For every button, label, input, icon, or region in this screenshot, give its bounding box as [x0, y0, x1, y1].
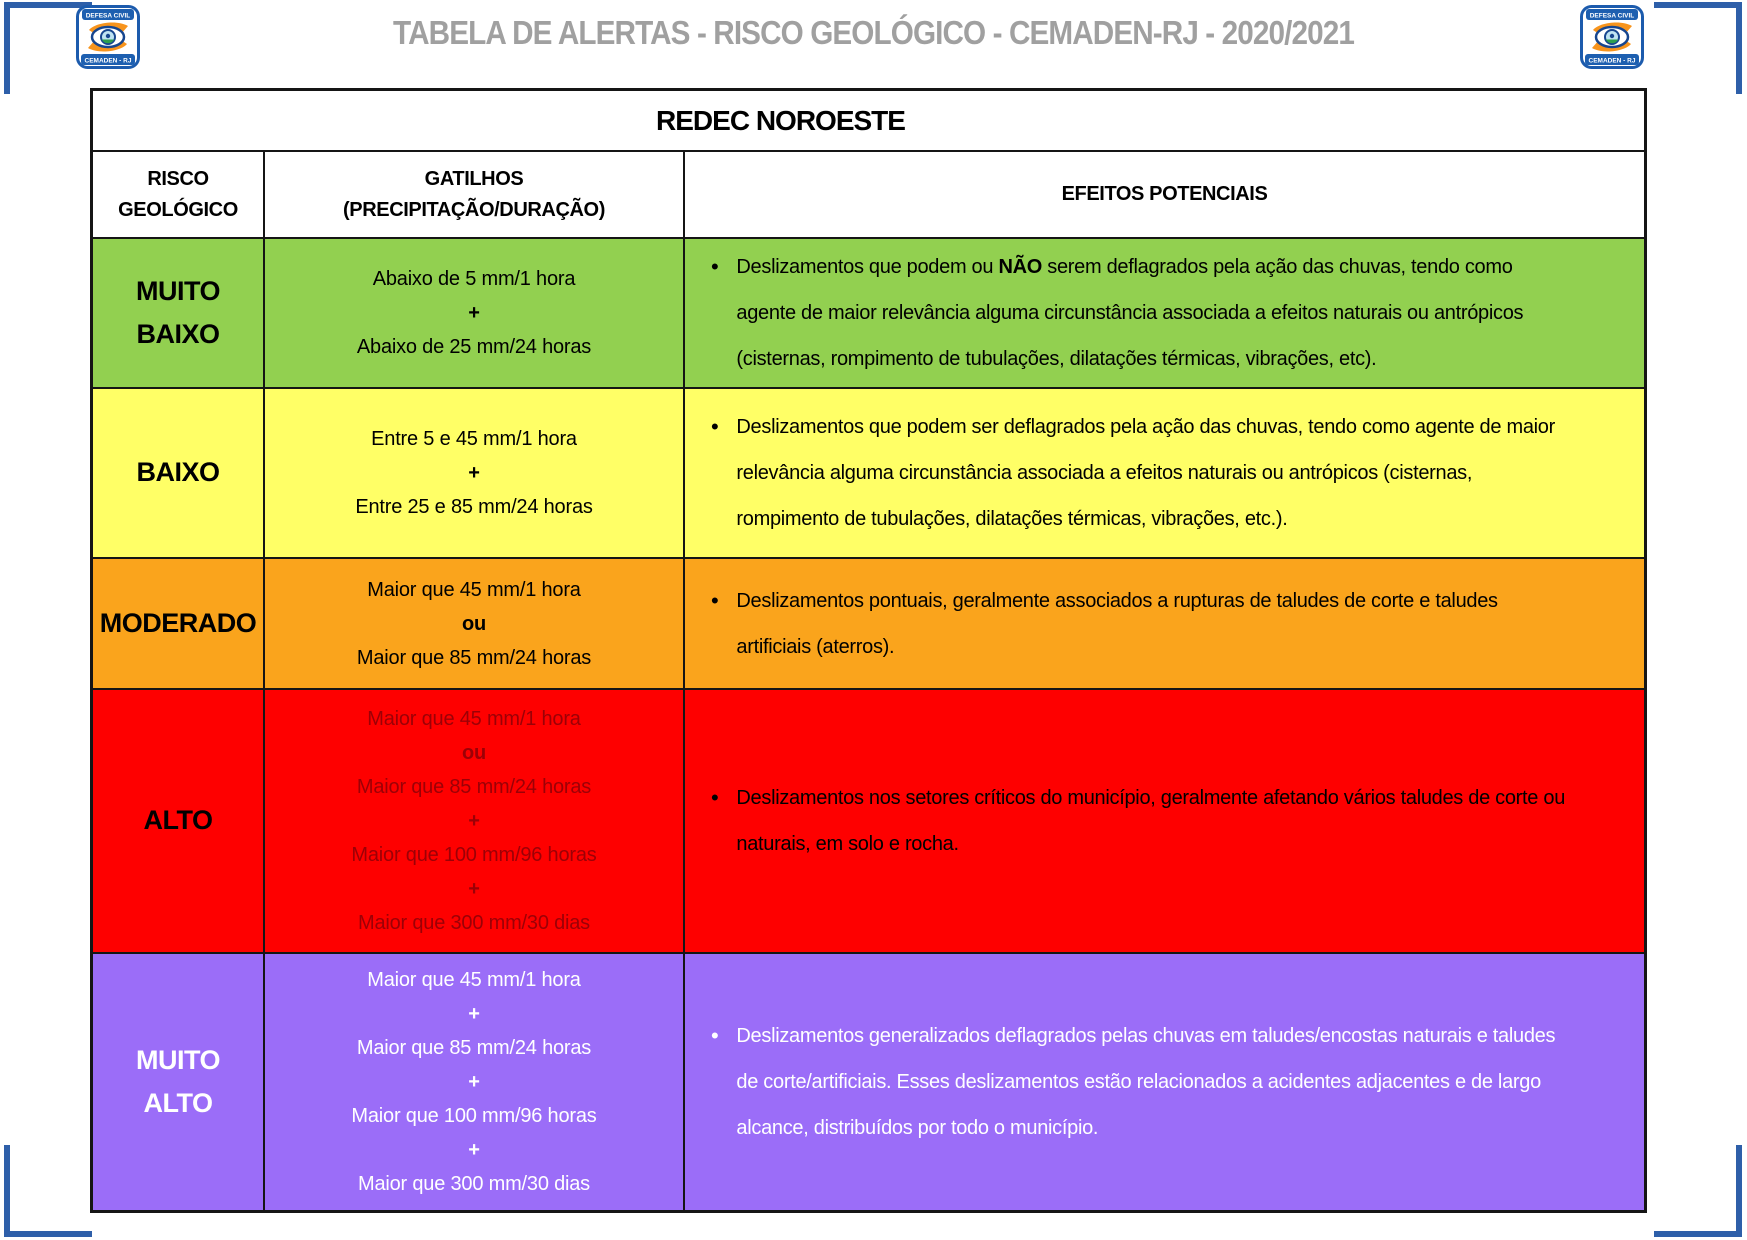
trigger-line: Maior que 85 mm/24 horas: [356, 646, 592, 669]
effects-cell: [683, 954, 1644, 1210]
trigger-line: Maior que 45 mm/1 hora: [367, 578, 581, 601]
logo-eye-icon: [1580, 5, 1644, 69]
bullet-icon: •: [711, 414, 719, 439]
trigger-line: Maior que 100 mm/96 horas: [351, 1105, 597, 1127]
risk-level-label: [93, 389, 263, 557]
trigger-line: Maior que 45 mm/1 hora: [367, 969, 581, 991]
trigger-cell: [263, 389, 683, 557]
logo-bottom-label: CEMADEN - RJ: [1588, 57, 1636, 65]
trigger-line: +: [468, 462, 480, 484]
trigger-line: Maior que 300 mm/30 dias: [358, 1173, 590, 1195]
trigger-cell: [263, 239, 683, 387]
column-header-2: [683, 152, 1644, 237]
bullet-icon: •: [711, 1023, 719, 1048]
trigger-cell: [263, 954, 683, 1210]
trigger-line: +: [468, 1071, 480, 1093]
risk-level-label: [93, 690, 263, 952]
column-header-0: [93, 152, 263, 237]
trigger-line: Entre 25 e 85 mm/24 horas: [355, 496, 593, 518]
effects-text: Deslizamentos pontuais, geralmente associados a rupturas de taludes de corte e taludes artificiais (aterros).: [736, 589, 1498, 658]
trigger-line: +: [468, 1003, 480, 1025]
risk-row-alto: [93, 688, 1644, 952]
column-header-line: GATILHOS: [424, 167, 524, 190]
trigger-line: Entre 5 e 45 mm/1 hora: [371, 428, 577, 450]
trigger-line: Maior que 85 mm/24 horas: [356, 776, 592, 798]
alert-table: [90, 88, 1647, 1213]
trigger-line: ou: [461, 612, 487, 635]
column-header-line: GEOLÓGICO: [118, 198, 238, 221]
risk-level-label: [93, 239, 263, 387]
risk-label-line: MODERADO: [99, 607, 257, 638]
effects-text: Deslizamentos que podem ou NÃO serem deflagrados pela ação das chuvas, tendo como agente de maior relevância alguma circunstância associada a efeitos naturais ou antrópicos (cisternas, rompimento de tubulações, dilatações térmicas, vibrações, etc).: [736, 256, 1524, 370]
bullet-icon: •: [711, 587, 719, 613]
effects-text: Deslizamentos generalizados deflagrados pelas chuvas em taludes/encostas naturais e taludes de corte/artificiais. Esses deslizamentos estão relacionados a acidentes adjacentes e de largo alcance, distribuídos por todo o município.: [736, 1025, 1556, 1139]
risk-label-line: BAIXO: [136, 457, 220, 488]
bullet-icon: •: [711, 254, 719, 279]
logo-top-label: DEFESA CIVIL: [1589, 12, 1635, 20]
trigger-line: +: [468, 878, 480, 900]
trigger-line: Abaixo de 25 mm/24 horas: [356, 336, 592, 358]
column-header-line: (PRECIPITAÇÃO/DURAÇÃO): [343, 198, 605, 221]
risk-row-moderado: [93, 557, 1644, 688]
bullet-icon: •: [711, 785, 719, 810]
column-header-1: [263, 152, 683, 237]
risk-row-baixo: [93, 387, 1644, 557]
defesa-civil-logo-right: [1580, 5, 1644, 69]
logo-top-label: DEFESA CIVIL: [85, 12, 131, 20]
column-header-line: EFEITOS POTENCIAIS: [1061, 183, 1268, 205]
trigger-cell: [263, 559, 683, 688]
risk-label-line: ALTO: [143, 1088, 213, 1118]
corner-bracket-top-right: [1654, 2, 1742, 94]
risk-label-line: MUITO: [136, 1044, 220, 1075]
corner-bracket-bottom-left: [4, 1145, 92, 1237]
effects-cell: [683, 559, 1644, 688]
table-header-row: [93, 150, 1644, 237]
risk-label-line: MUITO: [136, 275, 220, 306]
table-body: [93, 237, 1644, 1210]
trigger-cell: [263, 690, 683, 952]
risk-label-line: BAIXO: [136, 319, 220, 349]
trigger-line: Maior que 85 mm/24 horas: [356, 1037, 592, 1059]
page-title: TABELA DE ALERTAS - RISCO GEOLÓGICO - CEMADEN-RJ - 2020/2021: [393, 14, 1354, 51]
trigger-line: ou: [461, 742, 487, 764]
risk-row-muito-alto: [93, 952, 1644, 1210]
table-title: REDEC NOROESTE: [656, 104, 905, 136]
effects-text: Deslizamentos nos setores críticos do município, geralmente afetando vários taludes de corte ou naturais, em solo e rocha.: [736, 787, 1566, 855]
risk-row-muito-baixo: [93, 237, 1644, 387]
effects-cell: [683, 690, 1644, 952]
corner-bracket-bottom-right: [1654, 1145, 1742, 1237]
trigger-line: Abaixo de 5 mm/1 hora: [372, 268, 576, 290]
effects-cell: [683, 239, 1644, 387]
trigger-line: Maior que 100 mm/96 horas: [351, 844, 597, 866]
trigger-line: Maior que 45 mm/1 hora: [367, 708, 581, 730]
trigger-line: Maior que 300 mm/30 dias: [358, 912, 590, 934]
risk-level-label: [93, 954, 263, 1210]
risk-level-label: [93, 559, 263, 688]
logo-bottom-label: CEMADEN - RJ: [84, 57, 132, 65]
effects-cell: [683, 389, 1644, 557]
trigger-line: +: [468, 302, 480, 324]
effects-text: Deslizamentos que podem ser deflagrados pela ação das chuvas, tendo como agente de maior relevância alguma circunstância associada a efeitos naturais ou antrópicos (cisternas, rompimento de tubulações, dilatações térmicas, vibrações, etc.).: [736, 416, 1555, 530]
trigger-line: +: [468, 1139, 480, 1161]
column-header-line: RISCO: [147, 167, 209, 190]
trigger-line: +: [468, 810, 480, 832]
risk-label-line: ALTO: [143, 805, 213, 836]
